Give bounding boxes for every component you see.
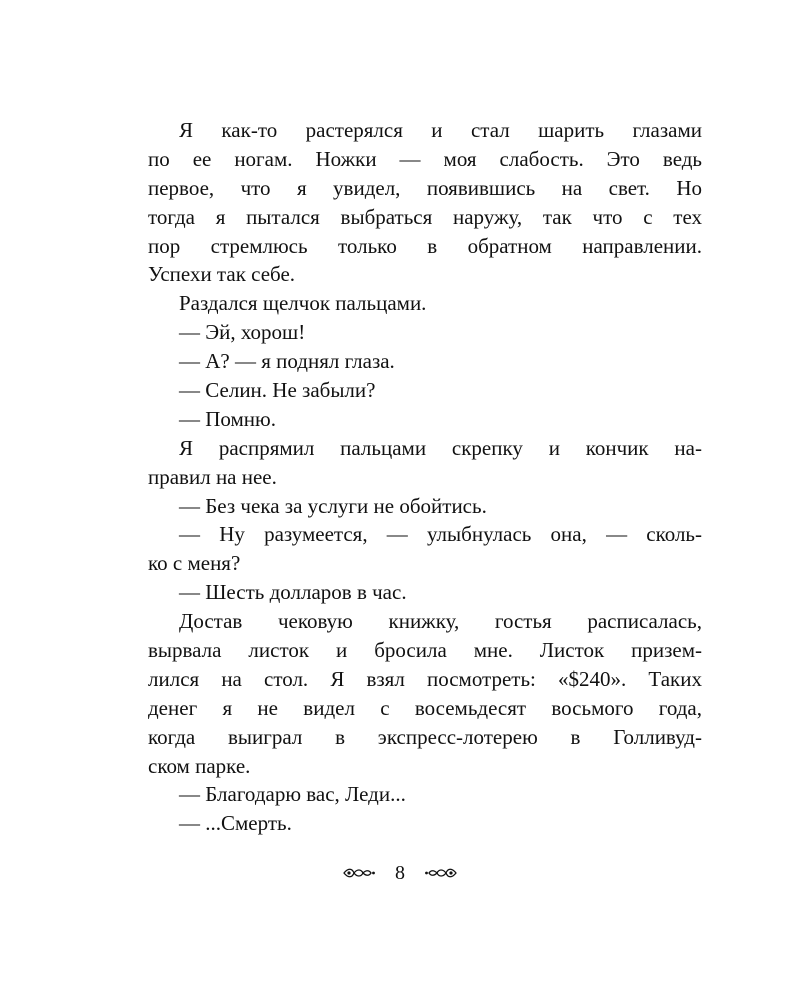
page-number: 8 (395, 862, 405, 885)
text-line: — Благодарю вас, Леди... (179, 782, 406, 807)
text-line: лился на стол. Я взял посмотреть: «$240». Таких (148, 666, 702, 691)
text-line: — А? — я поднял глаза. (179, 349, 395, 374)
text-line: — Без чека за услуги не обойтись. (179, 493, 487, 518)
text-line: Успехи так себе. (148, 262, 296, 287)
text-line: по ее ногам. Ножки — моя слабость. Это ведь (148, 146, 702, 171)
text-line: — Эй, хорош! (179, 320, 306, 345)
text-line: — Помню. (179, 406, 276, 431)
text-line: ко с меня? (148, 551, 241, 576)
page-footer (0, 858, 800, 887)
text-line: вырвала листок и бросила мне. Листок призем- (148, 638, 702, 663)
text-line: Я распрямил пальцами скрепку и кончик на- (179, 435, 702, 460)
text-line: денег я не видел с восемьдесят восьмого года, (148, 695, 702, 720)
text-line: Достав чековую книжку, гостья расписалась, (179, 609, 702, 634)
text-line: — Шесть долларов в час. (179, 580, 407, 605)
text-line: — ...Смерть. (179, 811, 292, 836)
text-line: пор стремлюсь только в обратном направлении. (148, 233, 702, 258)
text-line: — Ну разумеется, — улыбнулась она, — сколь- (179, 522, 702, 547)
text-line: первое, что я увидел, появившись на свет. Но (148, 175, 702, 200)
text-line: Я как-то растерялся и стал шарить глазами (179, 118, 702, 142)
fleuron-right-icon (424, 865, 458, 881)
text-line: когда выиграл в экспресс-лотерею в Голливуд- (148, 724, 702, 749)
text-line: Раздался щелчок пальцами. (179, 291, 427, 316)
text-line: правил на нее. (148, 464, 277, 489)
text-line: — Селин. Не забыли? (179, 378, 376, 403)
page-body-text (148, 116, 702, 838)
text-line: ском парке. (148, 753, 251, 778)
text-line: тогда я пытался выбраться наружу, так что с тех (148, 204, 702, 229)
fleuron-left-icon (342, 865, 376, 881)
